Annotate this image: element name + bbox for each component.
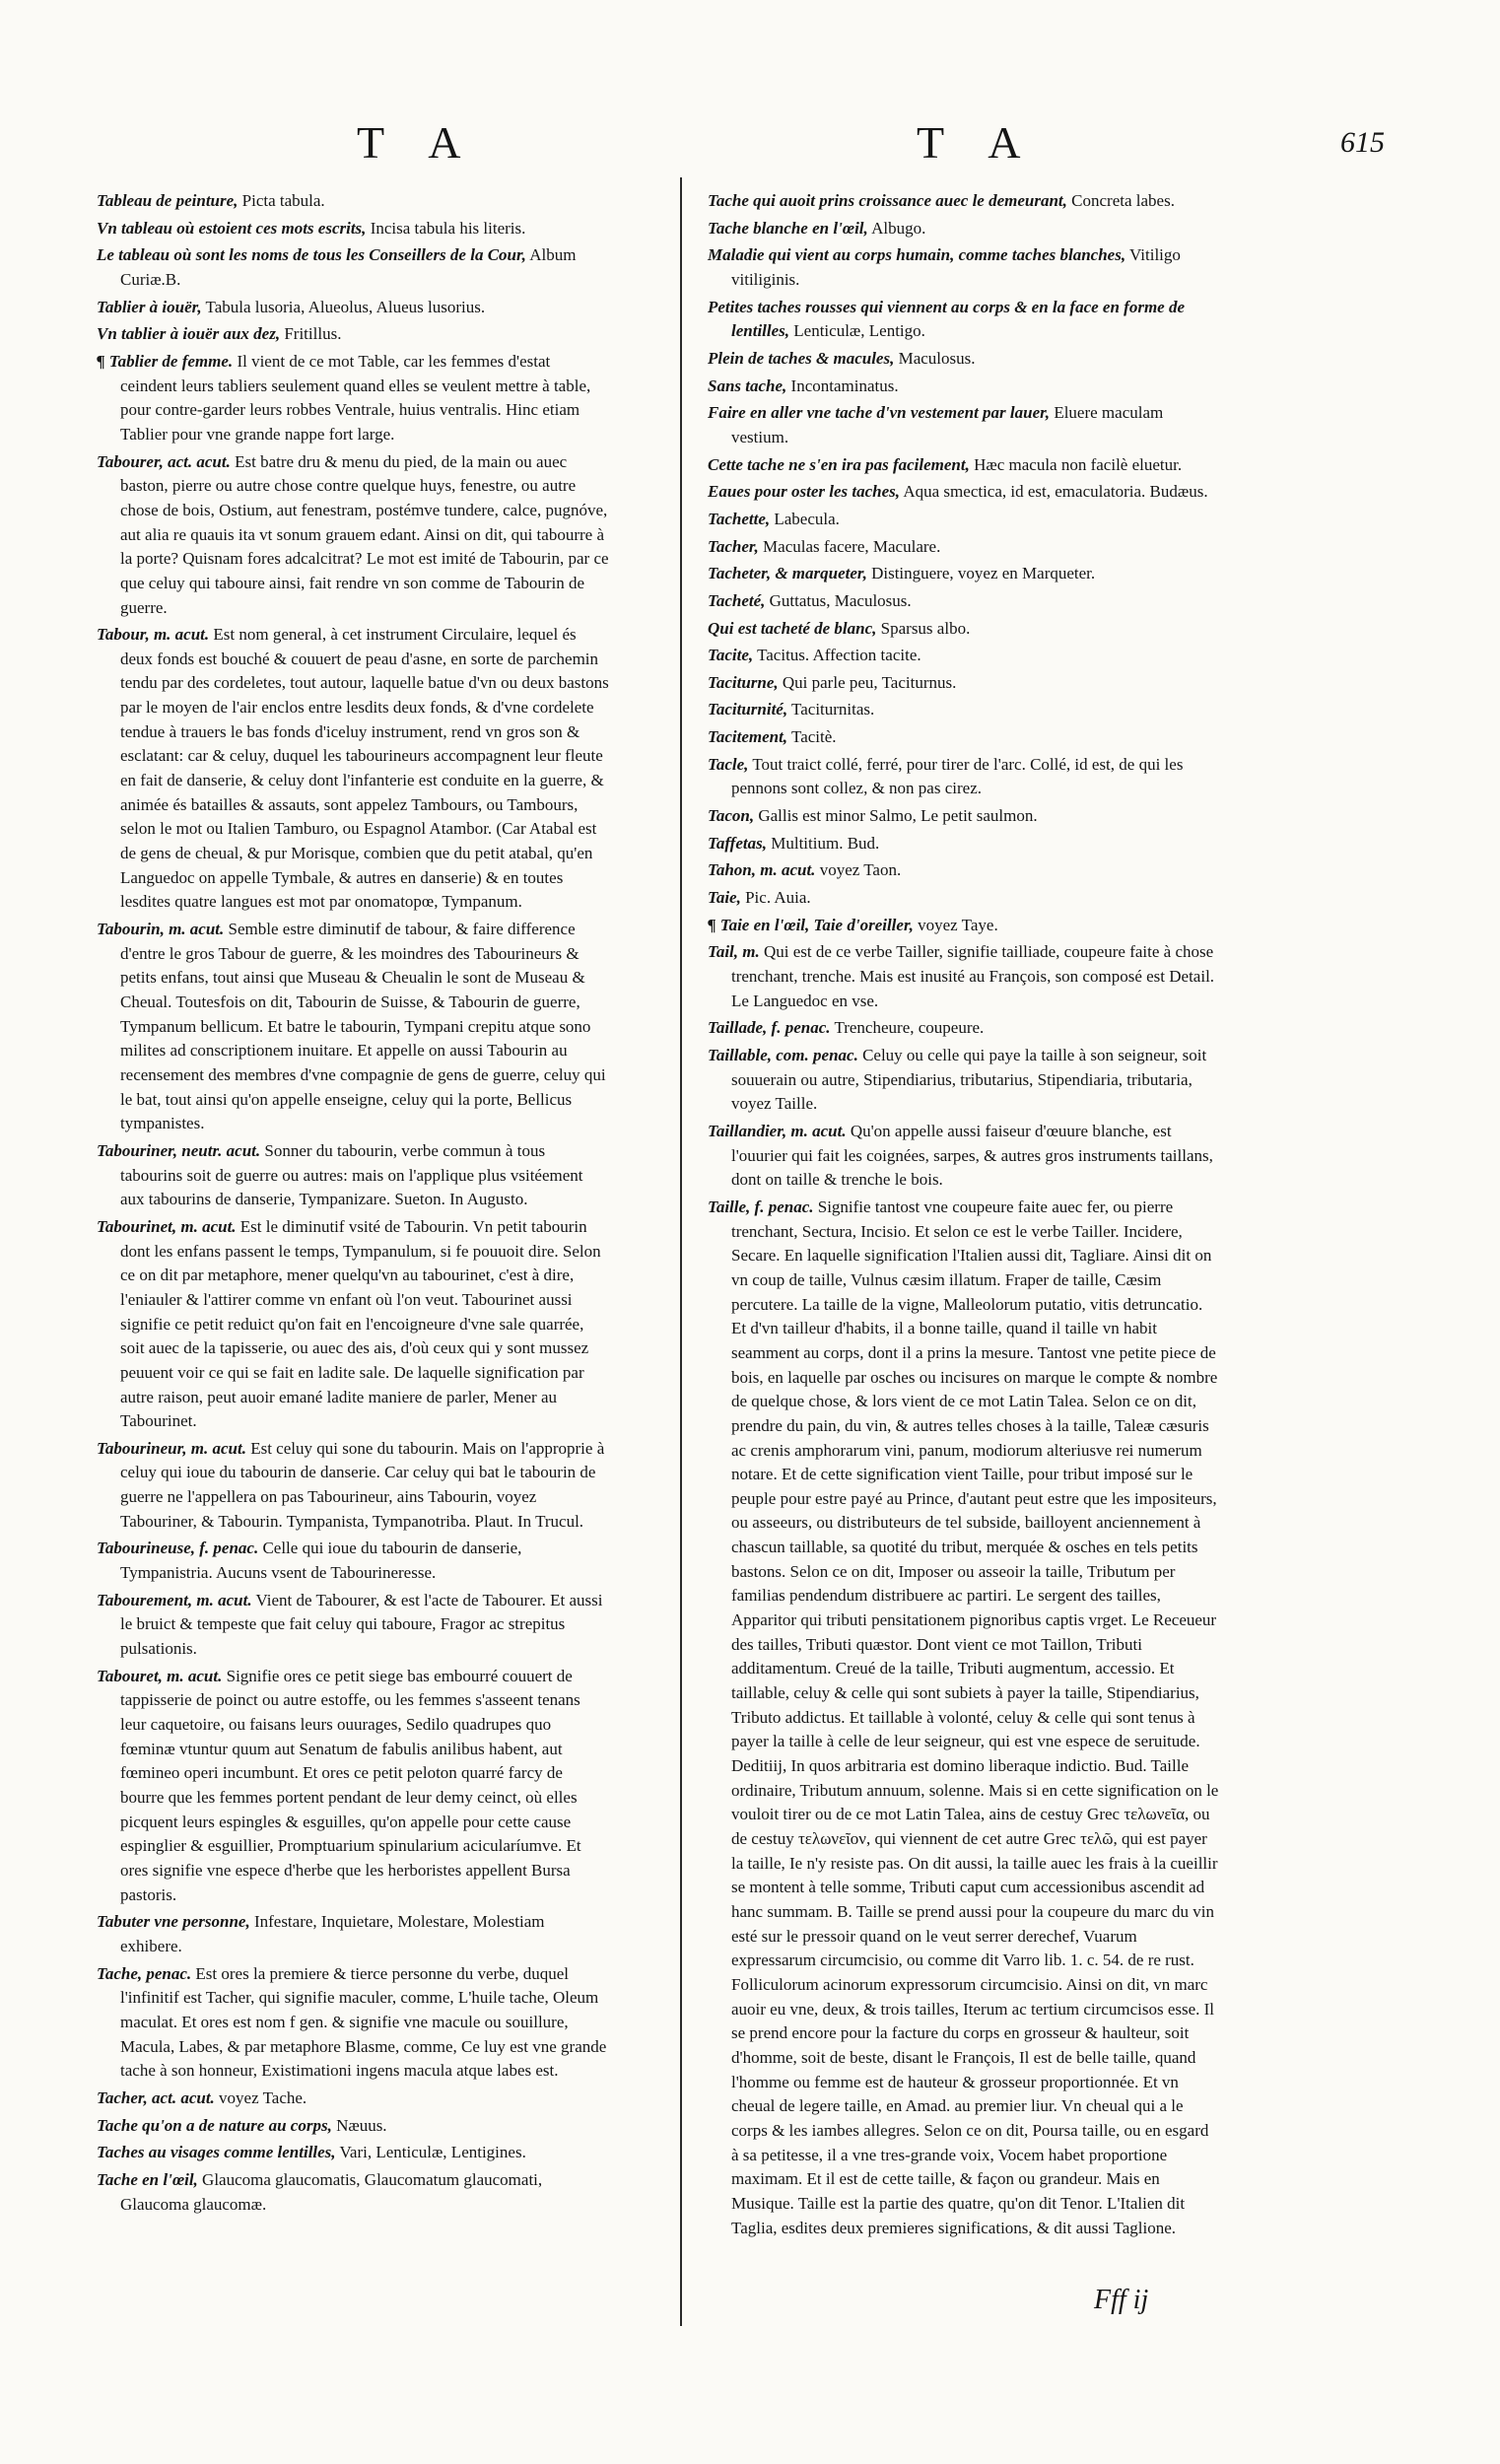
dictionary-entry: [97, 1215, 609, 1434]
entry-headword: Taillandier, m. acut.: [708, 1121, 847, 1140]
entry-headword: Tail, m.: [708, 942, 760, 962]
entry-definition: Fritillus.: [280, 324, 342, 344]
entry-definition: voyez Taye.: [913, 915, 998, 934]
entry-definition: Celuy ou celle qui paye la taille à son seigneur, soit souuerain ou autre, Stipendiarius, tributarius, Stipendiaria, tributaria, voyez Taille.: [731, 1046, 1207, 1114]
entry-definition: Guttatus, Maculosus.: [765, 590, 912, 610]
dictionary-entry: [708, 886, 1220, 911]
dictionary-entry: [708, 347, 1220, 372]
entry-headword: Tacon,: [708, 806, 755, 826]
entry-definition: Gallis est minor Salmo, Le petit saulmon.: [754, 806, 1038, 826]
dictionary-entry: [708, 589, 1220, 614]
entry-headword: Plein de taches & macules,: [708, 348, 895, 368]
dictionary-entry: [708, 1016, 1220, 1041]
entry-headword: Taillable, com. penac.: [708, 1046, 858, 1064]
dictionary-entry: [708, 480, 1220, 505]
dictionary-entry: [97, 918, 609, 1136]
entry-definition: Il vient de ce mot Table, car les femmes d'estat ceindent leurs tabliers seulement quand elles se veulent mettre à table, pour contre-garder leurs robbes Ventrale, huius ventralis. Hinc etiam Tablier pour vne grande nappe fort large.: [120, 351, 591, 444]
dictionary-entry: [708, 296, 1220, 344]
dictionary-entry: [97, 450, 609, 621]
entry-headword: Tabuter vne personne,: [97, 1912, 250, 1932]
entry-definition: Taciturnitas.: [787, 700, 875, 719]
entry-definition: Trencheure, coupeure.: [830, 1018, 985, 1038]
page-number: 615: [1340, 126, 1385, 159]
entry-definition: voyez Tache.: [214, 2088, 307, 2107]
entry-headword: Le tableau où sont les noms de tous les Conseillers de la Cour,: [97, 245, 526, 265]
entry-headword: ¶ Tablier de femme.: [97, 351, 234, 371]
entry-headword: Vn tableau où estoient ces mots escrits,: [97, 218, 367, 238]
dictionary-entry: [97, 296, 609, 320]
dictionary-entry: [97, 1537, 609, 1585]
entry-headword: Maladie qui vient au corps humain, comme taches blanches,: [708, 245, 1126, 265]
dictionary-entry: [708, 401, 1220, 449]
entry-definition: Est le diminutif vsité de Tabourin. Vn petit tabourin dont les enfans passent le temps, Tympanulum, si fe pouuoit dire. Selon ce on dit par metaphore, mener quelqu'vn au tabourinet, c'est à dire, l'eniauler & l'attirer comme vn enfant où l'on veut. Tabourinet aussi signifie ce petit reduict qu'on fait en l'encoigneure d'vne sale quarrée, soit auec de la tapisserie, ou auec des ais, d'où ceux qui y sont mussez peuuent voir ce qui se fait en ladite sale. De laquelle signification par autre raison, peut auoir emané ladite maniere de parler, Mener au Tabourinet.: [120, 1216, 601, 1431]
dictionary-entry: [708, 1120, 1220, 1193]
entry-definition: Semble estre diminutif de tabour, & faire difference d'entre le gros Tabour de guerre, & les moindres des Tabourineurs & petits enfans, tout ainsi que Museau & Cheualin le sont de Museau & Cheual. Toutesfois on dit, Tabourin de Suisse, & Tabourin de guerre, Tympanum bellicum. Et batre le tabourin, Tympani crepitu atque sono milites ad conscriptionem inuitare. Et appelle on aussi Tabourin au recensement des membres d'vne compagnie de gens de guerre, celuy qui le bat, tout ainsi qu'on appelle enseigne, celuy qui la porte, Bellicus tympanistes.: [120, 920, 606, 1133]
entry-definition: Labecula.: [770, 509, 840, 528]
entry-definition: Signifie tantost vne coupeure faite auec fer, ou pierre trenchant, Sectura, Incisio. Et selon ce est le verbe Tailler. Incidere, Secare. En laquelle signification l'Italien aussi dit, Tagliare. Ainsi dit on vn coup de taille, Vulnus cæsim illatum. Fraper de taille, Cæsim percutere. La taille de la vigne, Malleolorum putatio, vitis detruncatio. Et d'vn tailleur d'habits, il a bonne taille, quand il taille vn habit seamment au corps, dont il a prins la mesure. Tantost vne petite piece de bois, en laquelle par osches ou incisures on marque le compte & nombre de quelque chose, & lors vient de ce mot Latin Talea. Selon ce on dit, prendre du pain, du vin, & autres telles choses à la taille, Taleæ cæsuris ac crenis amphorarum vini, panum, modiorum alteriusve rei numerum notare. Et de cette signification vient Taille, pour tribut imposé sur le peuple pour estre payé au Prince, d'autant peut estre que les impositeurs, ou asseeurs, ou distributeurs de tel subside, bailloyent anciennement à chascun taillable, sa quotité du tribut, merquée & osches en tels petits bastons. Selon ce on dit, Imposer ou asseoir la taille, Tributum per familias pendendum distribuere ac partiri. Le sergent des tailles, Apparitor qui tributi pensitationem pignoribus captis vrget. Le Receueur des tailles, Tributi quæstor. Dont vient ce mot Taillon, Tributi additamentum. Creué de la taille, Tributi augmentum, accessio. Et taillable, celuy & celle qui sont subiets à payer la taille, Stipendiarius, Tributo addictus. Et taillable à volonté, celuy & celle qui sont tenus à payer la taille à celle de leur seigneur, qui est vne espece de seruitude. Deditiij, In quos arbitraria est domino liberaque indictio. Bud. Taille ordinaire, Tributum annuum, solenne. Mais si en cette signification on le vouloit tirer ou de ce mot Latin Talea, ains de cestuy Grec τελωνεῖα, ou de cestuy τελωνεῖον, qui viennent de cet autre Grec τελῶ, qui est payer la taille, Ie n'y resiste pas. On dit aussi, la taille auec les frais à la cueillir se montent à telle somme, Tributi caput cum accessionibus ascendit ad hanc summam. B. Taille se prend aussi pour la coupeure du marc du vin esté sur le pressoir quand on le veut serrer derechef, Vuarum expressarum circumcisio, ou comme dit Varro lib. 1. c. 54. de re rust. Folliculorum acinorum expressorum circumcisio. Ainsi on dit, vn marc auoir eu vne, deux, & trois tailles, Iterum ac tertium circumcisos esse. Il se prend encore pour la facture du corps en grosseur & haulteur, soit d'homme, soit de beste, disant le François, Il est de belle taille, quand l'homme ou femme est de hauteur & grosseur proportionnée. Et vn cheual de legere taille, en Amad. au premier liur. Vn cheual qui a le corps & les iambes allegres. Selon ce on dit, Poursa taille, ou en esgard à sa petitesse, il a vne tres-grande voix, Vocem habet proportione maximam. Et il est de cette taille, & façon ou grandeur. Mais en Musique. Taille est la partie des quatre, qu'on dit Tenor. L'Italien dit Taglia, esdites deux premieres significations, & dit aussi Taglione.: [731, 1197, 1219, 2237]
entry-definition: Celle qui ioue du tabourin de danserie, Tympanistria. Aucuns vsent de Tabourineresse.: [120, 1539, 522, 1583]
entry-definition: Maculosus.: [894, 348, 976, 368]
dictionary-entry: [97, 1589, 609, 1662]
entry-definition: Tacitus. Affection tacite.: [753, 646, 921, 665]
right-column: [708, 189, 1220, 2243]
dictionary-entry: [708, 562, 1220, 586]
entry-headword: Tacher, act. acut.: [97, 2088, 215, 2107]
entry-headword: Tabourineuse, f. penac.: [97, 1539, 259, 1558]
entry-definition: Signifie ores ce petit siege bas embourré couuert de tappisserie de poinct ou autre estoffe, ou les femmes s'asseent tenans leur caquetoire, ou faisans leurs ouurages, Sedilo quadrupes quo fœminæ vtuntur quum aut Senatum de fabulis anilibus habent, aut fœmineo operi incumbunt. Et ores ce petit peloton quarré farcy de bourre que les femmes portent pendant de leur demy ceinct, où elles picquent leurs espingles & esguilles, qu'on appelle pour cette cause espinglier & esguillier, Promptuarium spinularium acicularíumve. Et ores signifie vne espece d'herbe que les herboristes appellent Bursa pastoris.: [120, 1666, 581, 1904]
entry-headword: Vn tablier à iouër aux dez,: [97, 324, 281, 344]
entry-headword: Taciturne,: [708, 672, 779, 692]
entry-definition: Qui est de ce verbe Tailler, signifie tailliade, coupeure faite à chose trenchant, trenche. Mais est inusité au François, son composé est Detail. Le Languedoc en vse.: [731, 942, 1215, 1010]
signature-mark: Fff ij: [1094, 2285, 1149, 2315]
entry-headword: Tahon, m. acut.: [708, 860, 816, 880]
entry-definition: Sonner du tabourin, verbe commun à tous tabourins soit de guerre ou autres: mais on l'applique plus vsitéement aux tabourins de danserie, Tympanizare. Sueton. In Augusto.: [120, 1140, 583, 1209]
dictionary-entry: [708, 914, 1220, 938]
entry-headword: Tache qui auoit prins croissance auec le demeurant,: [708, 191, 1067, 210]
dictionary-entry: [708, 671, 1220, 696]
entry-headword: Taillade, f. penac.: [708, 1018, 831, 1038]
dictionary-entry: [708, 189, 1220, 214]
dictionary-entry: [97, 350, 609, 447]
dictionary-entry: [708, 858, 1220, 883]
dictionary-entry: [97, 623, 609, 915]
running-head-left: T A: [357, 117, 479, 168]
entry-headword: Tabouriner, neutr. acut.: [97, 1140, 261, 1160]
dictionary-entry: [708, 243, 1220, 292]
dictionary-entry: [97, 2114, 609, 2139]
entry-headword: Tabourer, act. acut.: [97, 451, 231, 471]
dictionary-entry: [708, 753, 1220, 801]
dictionary-entry: [708, 644, 1220, 668]
dictionary-entry: [708, 1196, 1220, 2240]
dictionary-entry: [708, 1044, 1220, 1117]
dictionary-entry: [97, 2087, 609, 2111]
entry-definition: Glaucoma glaucomatis, Glaucomatum glaucomati, Glaucoma glaucomæ.: [120, 2169, 543, 2214]
entry-definition: Tabula lusoria, Alueolus, Alueus lusorius.: [201, 297, 486, 316]
entry-headword: Taille, f. penac.: [708, 1197, 814, 1216]
entry-headword: Tache en l'œil,: [97, 2169, 198, 2189]
entry-headword: Tabourineur, m. acut.: [97, 1438, 246, 1458]
dictionary-entry: [97, 243, 609, 292]
entry-definition: Concreta labes.: [1066, 191, 1175, 210]
dictionary-entry: [97, 1962, 609, 2084]
entry-definition: Vari, Lenticulæ, Lentigines.: [335, 2143, 526, 2162]
dictionary-entry: [708, 217, 1220, 241]
dictionary-entry: [97, 1910, 609, 1958]
entry-definition: Multitium. Bud.: [766, 833, 880, 853]
entry-headword: Tache qu'on a de nature au corps,: [97, 2115, 332, 2135]
dictionary-entry: [97, 322, 609, 347]
entry-definition: Est celuy qui sone du tabourin. Mais on l'approprie à celuy qui ioue du tabourin de danserie. Car celuy qui bat le tabourin de guerre ne l'appellera on pas Tabourineur, ains Tabourin, voyez Tabouriner, & Tabourin. Tympanista, Tympanotriba. Plaut. In Trucul.: [120, 1438, 605, 1531]
entry-headword: Tacite,: [708, 646, 754, 665]
dictionary-entry: [708, 725, 1220, 750]
dictionary-entry: [97, 1139, 609, 1212]
entry-headword: Taches au visages comme lentilles,: [97, 2143, 336, 2162]
entry-headword: Taffetas,: [708, 833, 767, 853]
entry-headword: Tabourinet, m. acut.: [97, 1216, 237, 1236]
dictionary-entry: [708, 804, 1220, 829]
entry-headword: ¶ Taie en l'œil, Taie d'oreiller,: [708, 915, 914, 934]
entry-headword: Tablier à iouër,: [97, 297, 202, 316]
dictionary-entry: [708, 940, 1220, 1013]
dictionary-entry: [97, 2168, 609, 2217]
entry-definition: Est nom general, à cet instrument Circulaire, lequel és deux fonds est bouché & couuert de peau d'asne, en sorte de parchemin tendu par des cordeletes, tout autour, laquelle batue d'vn ou deux bastons par le moyen de l'air enclos entre lesdits deux fonds, & d'vne cordelete tendue à trauers le bas fonds d'iceluy instrument, rend vn gros son & esclatant: car & celuy, duquel les tabourineurs accompagnent leur fleute en fait de danserie, & celuy dont l'infanterie est conduite en la guerre, & animée és batailles & assauts, sont appelez Tambours, ou Tambours, selon le mot ou Italien Tamburo, ou Espagnol Atambor. (Car Atabal est de gens de cheual, & pur Morisque, combien que du petit atabal, qu'en Languedoc on appelle Tymbale, & autres en danserie) & en toutes lesdites quatre langues est mot par onomatopœ, Tympanum.: [120, 625, 609, 912]
entry-headword: Tabourement, m. acut.: [97, 1590, 252, 1609]
dictionary-entry: [708, 617, 1220, 642]
entry-definition: Aqua smectica, id est, emaculatoria. Budæus.: [900, 482, 1208, 502]
entry-definition: Qui parle peu, Taciturnus.: [778, 672, 957, 692]
entry-definition: Incontaminatus.: [786, 376, 899, 395]
entry-headword: Faire en aller vne tache d'vn vestement par lauer,: [708, 403, 1051, 423]
entry-headword: Tableau de peinture,: [97, 191, 239, 210]
dictionary-entry: [708, 508, 1220, 532]
entry-headword: Eaues pour oster les taches,: [708, 482, 901, 502]
dictionary-entry: [97, 2141, 609, 2165]
entry-headword: Tachette,: [708, 509, 771, 528]
dictionary-entry: [97, 189, 609, 214]
entry-headword: Taie,: [708, 888, 741, 908]
entry-headword: Tabourin, m. acut.: [97, 920, 225, 939]
entry-headword: Tacheter, & marqueter,: [708, 564, 867, 583]
entry-definition: Est ores la premiere & tierce personne du verbe, duquel l'infinitif est Tacher, qui signifie maculer, comme, L'huile tache, Oleum maculat. Et ores est nom f gen. & signifie vne macule ou souillure, Macula, Labes, & par metaphore Blasme, comme, Ce luy est vne grande tache à son honneur, Existimationi ingens macula atque labes est.: [120, 1963, 607, 2081]
entry-headword: Tabour, m. acut.: [97, 625, 210, 645]
entry-definition: Tacitè.: [787, 727, 837, 747]
dictionary-entry: [708, 832, 1220, 856]
entry-headword: Tache, penac.: [97, 1963, 192, 1983]
dictionary-entry: [708, 453, 1220, 478]
entry-definition: Qu'on appelle aussi faiseur d'œuure blanche, est l'ouurier qui fait les coignées, sarpes, & autres gros instruments taillans, dont on taille & trenche le bois.: [731, 1121, 1213, 1190]
entry-definition: voyez Taon.: [815, 860, 902, 880]
entry-definition: Vitiligo vitiliginis.: [731, 245, 1181, 289]
running-head-right: T A: [917, 117, 1039, 168]
entry-headword: Tacheté,: [708, 590, 766, 610]
entry-definition: Picta tabula.: [238, 191, 325, 210]
entry-definition: Pic. Auia.: [740, 888, 811, 908]
entry-headword: Petites taches rousses qui viennent au corps & en la face en forme de lentilles,: [708, 297, 1186, 341]
entry-definition: Maculas facere, Maculare.: [758, 536, 941, 556]
entry-definition: Næuus.: [331, 2115, 387, 2135]
entry-definition: Est batre dru & menu du pied, de la main ou auec baston, pierre ou autre chose contre quelque huys, fenestre, ou autre chose de bois, Ostium, aut fenestram, postémve tundere, calce, pugnóve, aut alia re quauis ita vt sonum grauem edant. Ainsi on dit, qui tabourre à la porte? Quisnam fores adcalcitrat? Le mot est imité de Tabourin, par ce que celuy qui taboure ainsi, fait rendre vn son comme de Tabourin de guerre.: [120, 451, 609, 617]
entry-headword: Tache blanche en l'œil,: [708, 218, 868, 238]
entry-definition: Hæc macula non facilè eluetur.: [969, 454, 1183, 474]
entry-headword: Taciturnité,: [708, 700, 788, 719]
entry-definition: Infestare, Inquietare, Molestare, Molestiam exhibere.: [120, 1912, 545, 1955]
entry-headword: Tacher,: [708, 536, 759, 556]
dictionary-entry: [708, 698, 1220, 722]
entry-definition: Tout traict collé, ferré, pour tirer de l'arc. Collé, id est, de qui les pennons sont collez, & non pas cirez.: [731, 754, 1184, 798]
entry-definition: Album Curiæ.B.: [120, 245, 577, 289]
entry-headword: Tabouret, m. acut.: [97, 1666, 223, 1685]
left-column: [97, 189, 609, 2220]
entry-definition: Eluere maculam vestium.: [731, 403, 1164, 446]
entry-definition: Albugo.: [867, 218, 926, 238]
dictionary-entry: [97, 1437, 609, 1535]
entry-definition: Lenticulæ, Lentigo.: [789, 321, 925, 341]
entry-headword: Sans tache,: [708, 376, 787, 395]
entry-headword: Qui est tacheté de blanc,: [708, 618, 877, 638]
entry-definition: Distinguere, voyez en Marqueter.: [866, 564, 1096, 583]
entry-headword: Tacitement,: [708, 727, 788, 747]
entry-headword: Tacle,: [708, 754, 749, 774]
dictionary-entry: [97, 1665, 609, 1908]
dictionary-entry: [97, 217, 609, 241]
entry-definition: Sparsus albo.: [876, 618, 971, 638]
entry-headword: Cette tache ne s'en ira pas facilement,: [708, 454, 970, 474]
dictionary-entry: [708, 535, 1220, 560]
entry-definition: Vient de Tabourer, & est l'acte de Tabourer. Et aussi le bruict & tempeste que fait celuy qui taboure, Fragor ac strepitus pulsationis.: [120, 1590, 603, 1659]
dictionary-entry: [708, 375, 1220, 399]
column-divider: [680, 177, 682, 2326]
entry-definition: Incisa tabula his literis.: [366, 218, 526, 238]
